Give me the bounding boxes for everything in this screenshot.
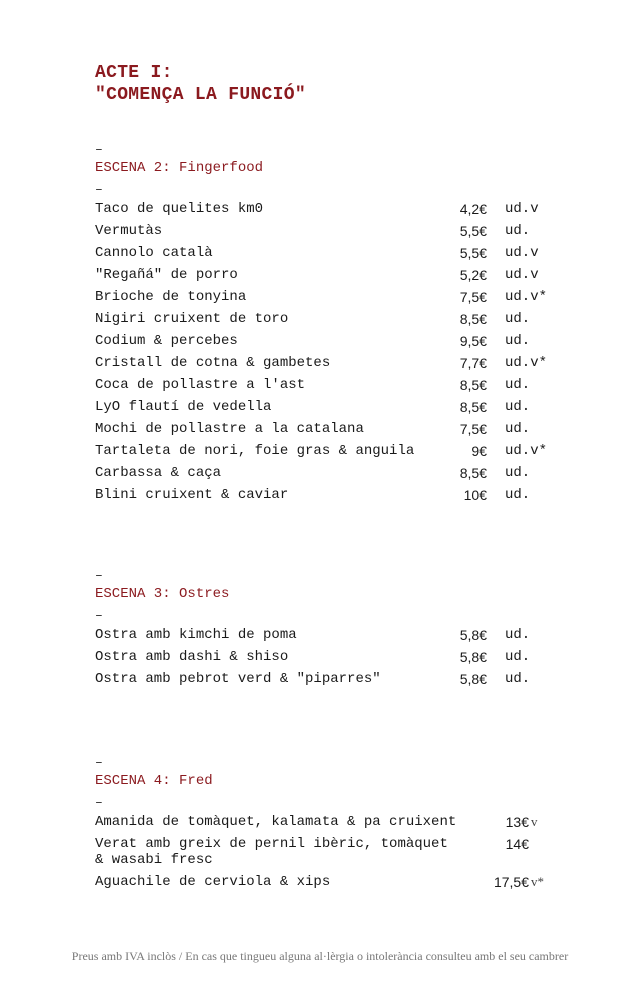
divider: – (95, 568, 103, 583)
item-unit: ud. (505, 399, 531, 415)
menu-item (95, 286, 555, 308)
item-unit: v (531, 814, 538, 829)
item-unit: ud. (505, 465, 531, 481)
item-name: Taco de quelites km0 (95, 201, 264, 217)
menu-item (95, 811, 555, 833)
item-unit: ud.v* (505, 443, 548, 459)
item-unit: ud.v* (505, 355, 548, 371)
item-name: Mochi de pollastre a la catalana (95, 421, 364, 437)
section-ostres (95, 568, 555, 690)
item-unit: ud. (505, 333, 531, 349)
item-name: Coca de pollastre a l'ast (95, 377, 306, 393)
section-fingerfood (95, 142, 555, 506)
item-name: Amanida de tomàquet, kalamata & pa cruixent (95, 814, 457, 830)
item-name: Ostra amb pebrot verd & "piparres" (95, 671, 381, 687)
menu-item (95, 374, 555, 396)
menu-item (95, 242, 555, 264)
menu-item (95, 646, 555, 668)
item-list (95, 198, 555, 506)
item-unit: ud. (505, 627, 531, 643)
item-price: 5,5€ (459, 223, 487, 239)
item-name: Codium & percebes (95, 333, 238, 349)
item-name: Carbassa & caça (95, 465, 222, 481)
item-name: Vermutàs (95, 223, 163, 239)
item-list (95, 811, 555, 893)
item-unit: ud. (505, 671, 531, 687)
item-price: 7,5€ (459, 421, 487, 437)
divider: – (95, 608, 103, 623)
act-title-line1: ACTE I: (95, 63, 173, 83)
item-name: Ostra amb kimchi de poma (95, 627, 297, 643)
act-title (95, 62, 306, 106)
menu-item (95, 668, 555, 690)
item-name: Tartaleta de nori, foie gras & anguila (95, 443, 415, 459)
item-unit: ud.v (505, 267, 539, 283)
item-price: 5,5€ (459, 245, 487, 261)
menu-item (95, 220, 555, 242)
scene-heading: ESCENA 3: Ostres (95, 586, 230, 602)
item-unit: ud. (505, 487, 531, 503)
item-unit: ud. (505, 223, 531, 239)
item-unit: ud.v (505, 201, 539, 217)
item-price: 5,2€ (459, 267, 487, 283)
item-price: 9,5€ (459, 333, 487, 349)
menu-item (95, 484, 555, 506)
item-price: 8,5€ (459, 311, 487, 327)
item-name: Cannolo català (95, 245, 213, 261)
section-fred (95, 755, 555, 893)
item-price: 17,5€ (493, 874, 529, 890)
menu-item (95, 871, 555, 893)
divider: – (95, 755, 103, 770)
menu-item (95, 198, 555, 220)
menu-item (95, 624, 555, 646)
item-price: 9€ (471, 443, 487, 459)
item-price: 7,5€ (459, 289, 487, 305)
item-name: Cristall de cotna & gambetes (95, 355, 331, 371)
item-price: 13€ (505, 814, 529, 830)
item-name: Aguachile de cerviola & xips (95, 874, 331, 890)
item-unit: ud. (505, 377, 531, 393)
menu-item (95, 440, 555, 462)
scene-heading: ESCENA 4: Fred (95, 773, 213, 789)
item-price: 7,7€ (459, 355, 487, 371)
act-title-line2: "COMENÇA LA FUNCIÓ" (95, 85, 306, 105)
item-unit: ud.v* (505, 289, 548, 305)
item-name: LyO flautí de vedella (95, 399, 272, 415)
footer-note: Preus amb IVA inclòs / En cas que tingueu alguna al·lèrgia o intolerància consulteu amb el seu cambrer (71, 949, 569, 963)
item-name: Brioche de tonyina (95, 289, 247, 305)
menu-item (95, 330, 555, 352)
divider: – (95, 142, 103, 157)
item-price: 10€ (463, 487, 487, 503)
item-price: 8,5€ (459, 377, 487, 393)
item-price: 14€ (505, 836, 529, 852)
menu-item (95, 462, 555, 484)
item-name: Verat amb greix de pernil ibèric, tomàquet & wasabi fresc (95, 836, 448, 868)
item-price: 4,2€ (459, 201, 487, 217)
item-price: 8,5€ (459, 399, 487, 415)
menu-item (95, 352, 555, 374)
item-name: Ostra amb dashi & shiso (95, 649, 289, 665)
item-price: 5,8€ (459, 671, 487, 687)
menu-item (95, 418, 555, 440)
item-price: 5,8€ (459, 649, 487, 665)
item-unit: v* (531, 874, 544, 889)
item-unit: ud. (505, 421, 531, 437)
item-unit: ud. (505, 649, 531, 665)
menu-item (95, 833, 555, 871)
item-price: 8,5€ (459, 465, 487, 481)
item-name: Blini cruixent & caviar (95, 487, 289, 503)
divider: – (95, 795, 103, 810)
item-list (95, 624, 555, 690)
divider: – (95, 182, 103, 197)
item-unit: ud. (505, 311, 531, 327)
menu-item (95, 308, 555, 330)
menu-item (95, 396, 555, 418)
menu-item (95, 264, 555, 286)
item-unit: ud.v (505, 245, 539, 261)
item-name: Nigiri cruixent de toro (95, 311, 289, 327)
scene-heading: ESCENA 2: Fingerfood (95, 160, 264, 176)
item-price: 5,8€ (459, 627, 487, 643)
item-name: "Regañá" de porro (95, 267, 238, 283)
